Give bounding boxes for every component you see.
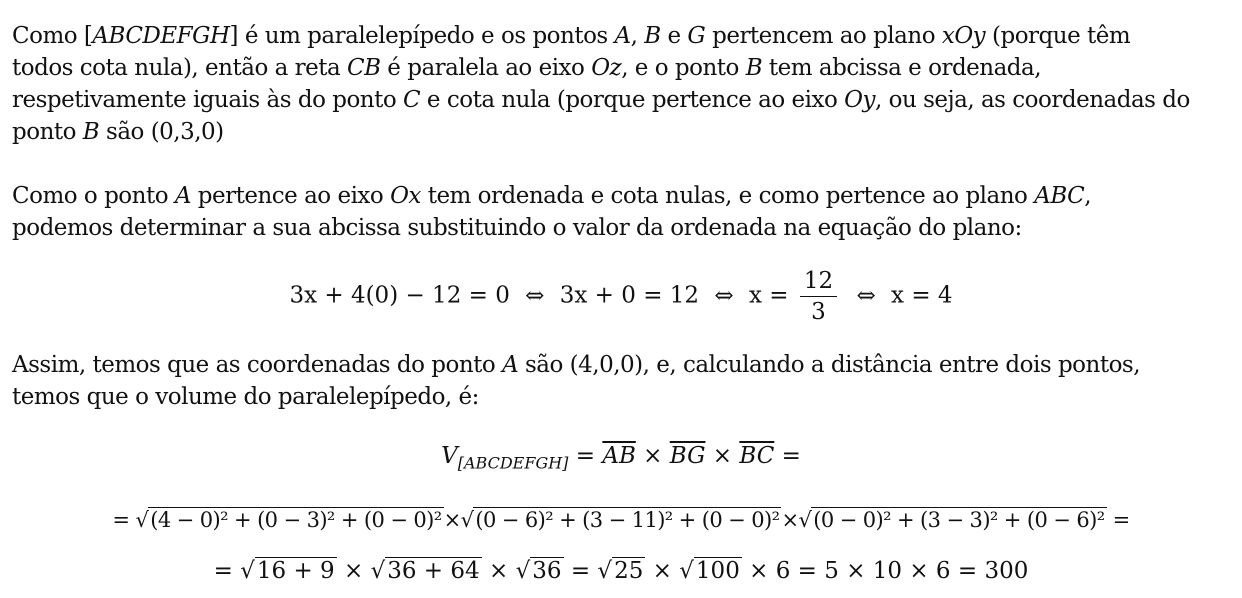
math-var: A [614, 23, 631, 49]
math-var: Ox [390, 183, 421, 209]
math-var: C [403, 87, 421, 113]
iff-symbol: ⇔ [714, 282, 734, 309]
math-var: B [644, 23, 661, 49]
equation-2 [0, 440, 1242, 480]
sqrt-4: √25 [597, 558, 644, 584]
text: , ou seja, as coordenadas do ponto [12, 87, 1190, 145]
result: × 6 = 5 × 10 × 6 = 300 [741, 558, 1029, 584]
text: Como [ [12, 23, 93, 49]
math-set: ABCDEFGH [92, 23, 230, 49]
times: × [781, 508, 799, 532]
denominator: 3 [811, 299, 826, 325]
math-var: A [502, 352, 519, 378]
text: Como o ponto [12, 183, 175, 209]
math-var: xOy [941, 23, 986, 49]
sqrt-2: √36 + 64 [370, 558, 480, 584]
radicand: 25 [614, 558, 644, 584]
times: × [443, 508, 461, 532]
radicand: 16 + 9 [256, 558, 335, 584]
text: (porque têm todos cota nula), então a reta [12, 23, 1131, 81]
eq-part: x = 4 [891, 282, 953, 309]
equals: = [1106, 508, 1130, 532]
equation-3 [0, 504, 1242, 536]
paragraph-2 [12, 180, 1192, 244]
text: ] é um paralelepípedo e os pontos [229, 23, 615, 49]
text: Assim, temos que as coordenadas do ponto [12, 352, 503, 378]
fraction [800, 266, 837, 327]
radicand: 36 + 64 [387, 558, 480, 584]
math-var: Oy [844, 87, 875, 113]
text: pertencem ao plano [705, 23, 942, 49]
math-var: B [745, 55, 763, 81]
sqrt-1: √16 + 9 [240, 558, 335, 584]
sqrt-ab: √(4 − 0)² + (0 − 3)² + (0 − 0)² [135, 508, 442, 532]
math-var: G [687, 23, 706, 49]
eq-part: 3x + 4(0) − 12 = 0 [289, 282, 510, 309]
radicand: (4 − 0)² + (0 − 3)² + (0 − 0)² [150, 508, 442, 532]
radicand: 100 [695, 558, 740, 584]
text: e [660, 23, 688, 49]
equation-4 [0, 555, 1242, 587]
equals: = [774, 443, 801, 469]
eq-part: x = [748, 282, 789, 309]
segment-bg: $\overline{BG}$ [669, 443, 706, 469]
iff-symbol: ⇔ [525, 282, 545, 309]
text: , podemos determinar a sua abcissa substituindo o valor da ordenada na equação do plano: [12, 183, 1092, 241]
equation-1 [0, 266, 1242, 327]
text: são (4,0,0), e, calculando a distância entre dois pontos, temos que o volume do paralelepípedo, é: [12, 352, 1141, 410]
volume-symbol: V [441, 443, 458, 469]
equals: = [213, 558, 241, 584]
times: × [635, 443, 670, 469]
times: × [645, 558, 680, 584]
iff-symbol: ⇔ [856, 282, 876, 309]
math-var: A [174, 183, 191, 209]
volume-subscript: [ABCDEFGH] [457, 453, 569, 473]
text: , e o ponto [621, 55, 746, 81]
math-var: B [82, 119, 100, 145]
equals: = [563, 558, 598, 584]
radicand: (0 − 0)² + (3 − 3)² + (0 − 6)² [813, 508, 1105, 532]
paragraph-1 [12, 20, 1192, 148]
paragraph-3 [12, 349, 1192, 413]
text: pertence ao eixo [190, 183, 391, 209]
times: × [705, 443, 740, 469]
text: são (0,3,0) [99, 119, 224, 145]
times: × [336, 558, 371, 584]
sqrt-bc: √(0 − 0)² + (3 − 3)² + (0 − 6)² [798, 508, 1105, 532]
segment-ab: $\overline{AB}$ [602, 443, 636, 469]
math-var: CB [347, 55, 381, 81]
numerator: 12 [800, 266, 837, 297]
radicand: (0 − 6)² + (3 − 11)² + (0 − 0)² [475, 508, 780, 532]
equals: = [568, 443, 603, 469]
text: tem abcissa e ordenada, respetivamente iguais às do ponto [12, 55, 1042, 113]
radicand: 36 [532, 558, 562, 584]
text: tem ordenada e cota nulas, e como pertence ao plano [420, 183, 1035, 209]
times: × [481, 558, 516, 584]
text: , [630, 23, 645, 49]
text: e cota nula (porque pertence ao eixo [420, 87, 845, 113]
eq-part: 3x + 0 = 12 [559, 282, 700, 309]
segment-bc: $\overline{BC}$ [739, 443, 775, 469]
sqrt-3: √36 [515, 558, 562, 584]
sqrt-bg: √(0 − 6)² + (3 − 11)² + (0 − 0)² [460, 508, 780, 532]
math-var: ABC [1034, 183, 1085, 209]
text: é paralela ao eixo [380, 55, 592, 81]
sqrt-5: √100 [679, 558, 740, 584]
math-var: Oz [591, 55, 622, 81]
equals: = [112, 508, 136, 532]
